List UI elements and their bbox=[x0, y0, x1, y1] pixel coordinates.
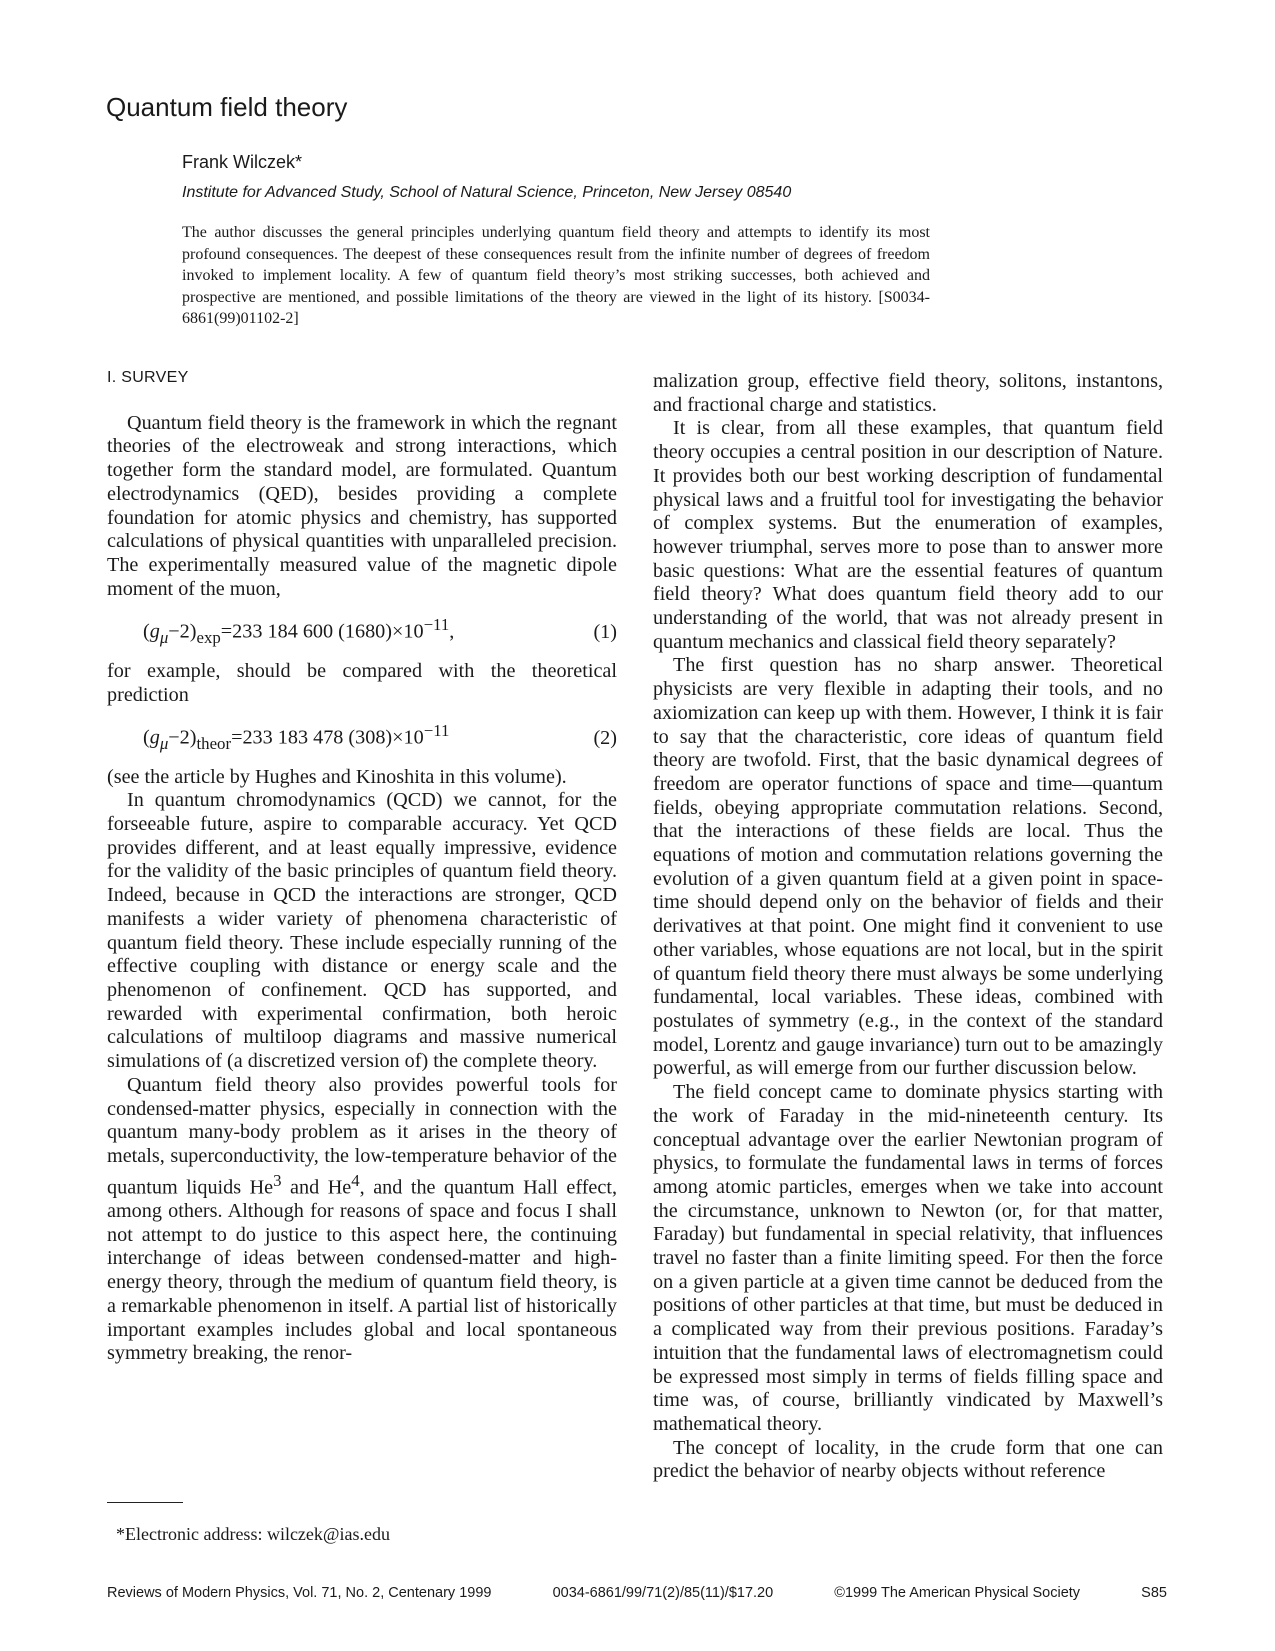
paragraph: (see the article by Hughes and Kinoshita in this volume). bbox=[107, 765, 567, 788]
equation-body: $(g_\mu-2)_{theor}=233$ 183 478 $(308)\times 10^{-11}$ bbox=[143, 721, 450, 753]
page-footer bbox=[107, 1585, 1167, 1601]
paragraph: The first question has no sharp answer. Theoretical physicists are very flexible in adapting their tools, and no axiomization can keep up with them. However, I think it is fair to say that the characteristic, core ideas of quantum field theory are twofold. First, that the basic dynamical degrees of freedom are operator functions of space and time—quantum fields, obeying appropriate commutation relations. Second, that the interactions of these fields are local. Thus the equations of motion and commutation relations governing the evolution of a given quantum field at a given point in space-time should depend only on the behavior of fields and their derivatives at that point. One might find it convenient to use other variables, whose equations are not local, but in the spirit of quantum field theory there must always be some underlying fundamental, local variables. These ideas, combined with postulates of symmetry (e.g., in the context of the standard model, Lorentz and gauge invariance) turn out to be amazingly powerful, as will emerge from our further discussion below. bbox=[653, 654, 1163, 1080]
paragraph: for example, should be compared with the theoretical prediction bbox=[107, 659, 617, 706]
footnote: *Electronic address: wilczek@ias.edu bbox=[116, 1524, 390, 1544]
paragraph: The concept of locality, in the crude form that one can predict the behavior of nearby objects without reference bbox=[653, 1436, 1163, 1483]
paragraph: The field concept came to dominate physics starting with the work of Faraday in the mid-nineteenth century. Its conceptual advantage over the earlier Newtonian program of physics, to formulate the fundamental laws in terms of forces among atomic particles, emerges when we take into account the circumstance, unknown to Newton (or, for that matter, Faraday) but fundamental in special relativity, that influences travel no faster than a finite limiting speed. For then the force on a given particle at a given time cannot be deduced from the positions of other particles at that time, but must be deduced in a complicated way from their previous positions. Faraday’s intuition that the fundamental laws of electromagnetism could be expressed most simply in terms of fields filling space and time was, of course, brilliantly vindicated by Maxwell’s mathematical theory. bbox=[653, 1081, 1163, 1435]
journal-citation: Reviews of Modern Physics, Vol. 71, No. 2, Centenary 1999 bbox=[107, 1585, 492, 1601]
equation-1 bbox=[107, 613, 617, 649]
equation-number: (1) bbox=[593, 621, 617, 644]
author-affiliation: Institute for Advanced Study, School of Natural Science, Princeton, New Jersey 08540 bbox=[182, 184, 792, 201]
equation-body: $(g_\mu-2)_{exp}=233$ 184 600 $(1680)\times 10^{-11}$, bbox=[143, 615, 455, 648]
footnote-divider bbox=[107, 1502, 183, 1503]
paragraph: Quantum field theory also provides powerful tools for condensed-matter physics, especially in connection with the quantum many-body problem as it arises in the theory of metals, superconductivity, the low-temperature behavior of the quantum liquids He$^3$ and He$^4$, and the quantum Hall effect, among others. Although for reasons of space and focus I shall not attempt to do justice to this aspect here, the continuing interchange of ideas between condensed-matter and high-energy theory, through the medium of quantum field theory, is a remarkable phenomenon in itself. A partial list of historically important examples includes global and local spontaneous symmetry breaking, the renor- bbox=[107, 1073, 617, 1365]
article-code: 0034-6861/99/71(2)/85(11)/$17.20 bbox=[552, 1585, 774, 1601]
page-number: S85 bbox=[1141, 1585, 1167, 1601]
equation-number: (2) bbox=[593, 726, 617, 749]
right-column bbox=[653, 370, 1163, 1484]
abstract: The author discusses the general principles underlying quantum field theory and attempts to identify its most profound consequences. The deepest of these consequences result from the infinite number of degrees of freedom invoked to implement locality. A few of quantum field theory’s most striking successes, both achieved and prospective are mentioned, and possible limitations of the theory are viewed in the light of its history. [S0034-6861(99)01102-2] bbox=[182, 224, 930, 327]
section-heading: I. SURVEY bbox=[107, 369, 189, 386]
equation-2 bbox=[107, 719, 617, 755]
copyright: ©1999 The American Physical Society bbox=[834, 1585, 1081, 1601]
paragraph: Quantum field theory is the framework in which the regnant theories of the electroweak and strong interactions, which together form the standard model, are formulated. Quantum electrodynamics (QED), besides providing a complete foundation for atomic physics and chemistry, has supported calculations of physical quantities with unparalleled precision. The experimentally measured value of the magnetic dipole moment of the muon, bbox=[107, 411, 617, 600]
author-name: Frank Wilczek* bbox=[182, 152, 303, 172]
paragraph: In quantum chromodynamics (QCD) we cannot, for the forseeable future, aspire to comparable accuracy. Yet QCD provides different, and at least equally impressive, evidence for the validity of the basic principles of quantum field theory. Indeed, because in QCD the interactions are stronger, QCD manifests a wider variety of phenomena characteristic of quantum field theory. These include especially running of the effective coupling with distance or energy scale and the phenomenon of confinement. QCD has supported, and rewarded with experimental confirmation, both heroic calculations of multiloop diagrams and massive numerical simulations of (a discretized version of) the complete theory. bbox=[107, 789, 617, 1073]
left-column bbox=[107, 366, 617, 1366]
paragraph: malization group, effective field theory, solitons, instantons, and fractional charge and statistics. bbox=[653, 370, 1163, 416]
paper-title: Quantum field theory bbox=[106, 92, 348, 122]
paragraph: It is clear, from all these examples, that quantum field theory occupies a central position in our description of Nature. It provides both our best working description of fundamental physical laws and a fruitful tool for investigating the behavior of complex systems. But the enumeration of examples, however triumphal, serves more to pose than to answer more basic questions: What are the essential features of quantum field theory? What does quantum field theory add to our understanding of the world, that was not already present in quantum mechanics and classical field theory separately? bbox=[653, 417, 1163, 653]
